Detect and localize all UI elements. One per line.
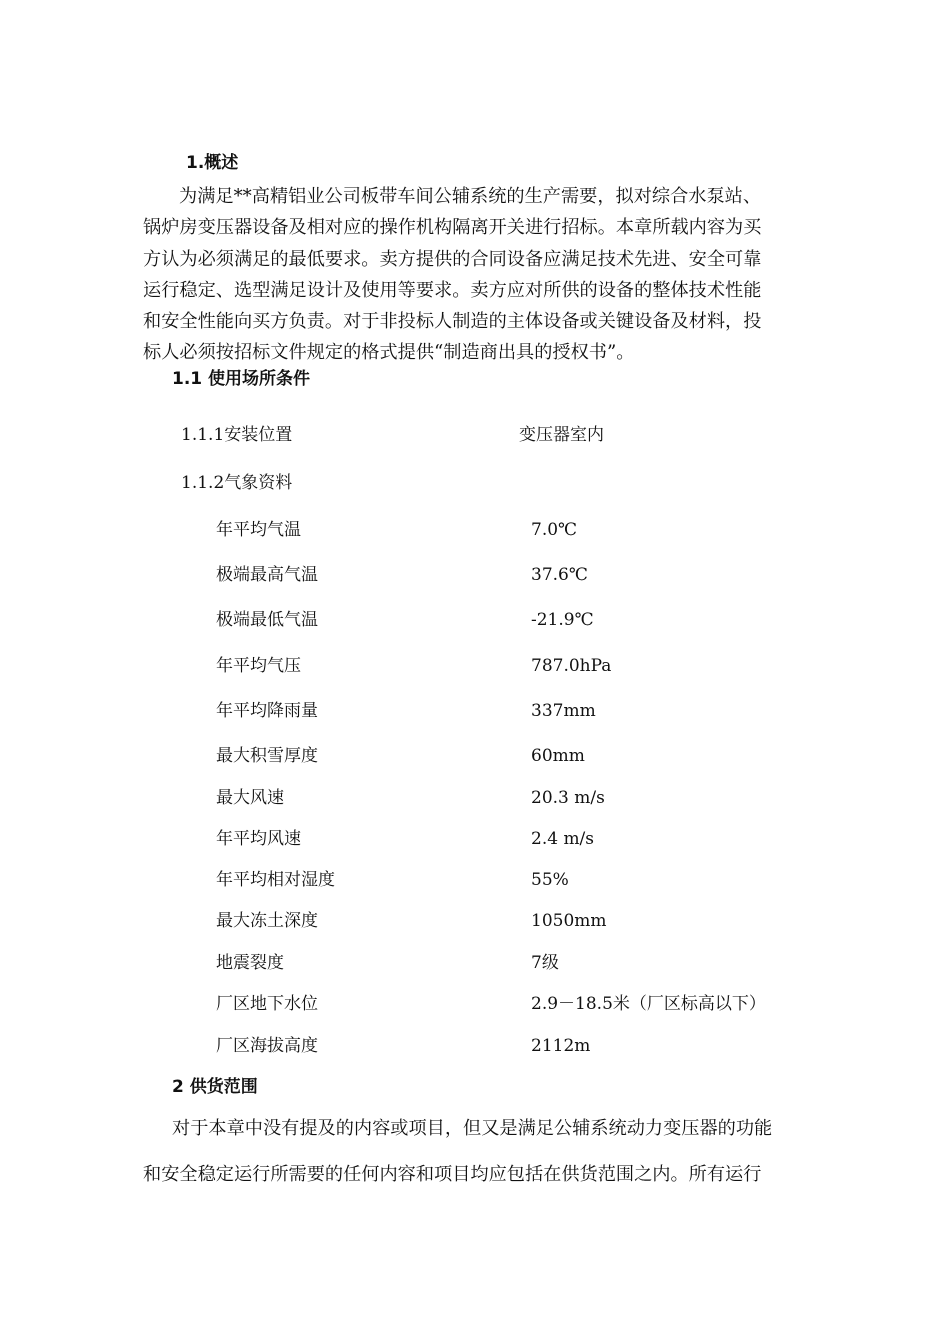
climate-label: 厂区地下水位 [216,994,318,1014]
climate-label: 最大积雪厚度 [216,746,318,766]
climate-data-heading: 1.1.2气象资料 [181,473,293,493]
install-location-value: 变压器室内 [519,425,604,445]
climate-value: 2112m [531,1036,591,1056]
climate-value: 60mm [531,746,585,766]
climate-value: 1050mm [531,911,607,931]
climate-label: 厂区海拔高度 [216,1036,318,1056]
paragraph-line: 方认为必须满足的最低要求。卖方提供的合同设备应满足技术先进、安全可靠 [143,248,762,270]
paragraph-line: 和安全性能向买方负责。对于非投标人制造的主体设备或关键设备及材料，投 [143,311,762,333]
climate-value: -21.9℃ [531,610,594,630]
climate-value: 2.9－18.5米（厂区标高以下） [531,994,766,1014]
climate-label: 极端最高气温 [216,565,318,585]
climate-label: 年平均相对湿度 [216,870,335,890]
climate-label: 年平均降雨量 [216,701,318,721]
climate-value: 7.0℃ [531,520,578,540]
climate-value: 37.6℃ [531,565,588,585]
climate-value: 787.0hPa [531,656,612,676]
climate-value: 55% [531,870,569,890]
install-location-label: 1.1.1安装位置 [181,425,293,445]
section-1-1-heading: 1.1 使用场所条件 [172,369,311,389]
section-2-paragraph-line: 和安全稳定运行所需要的任何内容和项目均应包括在供货范围之内。所有运行 [143,1164,762,1185]
climate-label: 年平均气温 [216,520,301,540]
paragraph-line: 标人必须按招标文件规定的格式提供“制造商出具的授权书”。 [143,342,635,364]
paragraph-line: 锅炉房变压器设备及相对应的操作机构隔离开关进行招标。本章所载内容为买 [143,217,762,239]
climate-label: 年平均气压 [216,656,301,676]
climate-label: 最大冻土深度 [216,911,318,931]
climate-label: 地震裂度 [216,953,284,973]
section-2-paragraph-line: 对于本章中没有提及的内容或项目，但又是满足公辅系统动力变压器的功能 [172,1118,773,1139]
section-1-paragraph [143,181,807,369]
climate-value: 337mm [531,701,596,721]
climate-label: 最大风速 [216,788,284,808]
section-2-heading: 2 供货范围 [172,1077,258,1097]
climate-label: 年平均风速 [216,829,301,849]
paragraph-line: 运行稳定、选型满足设计及使用等要求。卖方应对所供的设备的整体技术性能 [143,279,762,301]
climate-label: 极端最低气温 [216,610,318,630]
climate-value: 2.4 m/s [531,829,595,849]
paragraph-line: 为满足**高精铝业公司板带车间公辅系统的生产需要，拟对综合水泵站、 [179,186,762,207]
climate-value: 7级 [531,953,559,973]
section-1-heading: 1.概述 [186,153,239,173]
climate-value: 20.3 m/s [531,788,605,808]
